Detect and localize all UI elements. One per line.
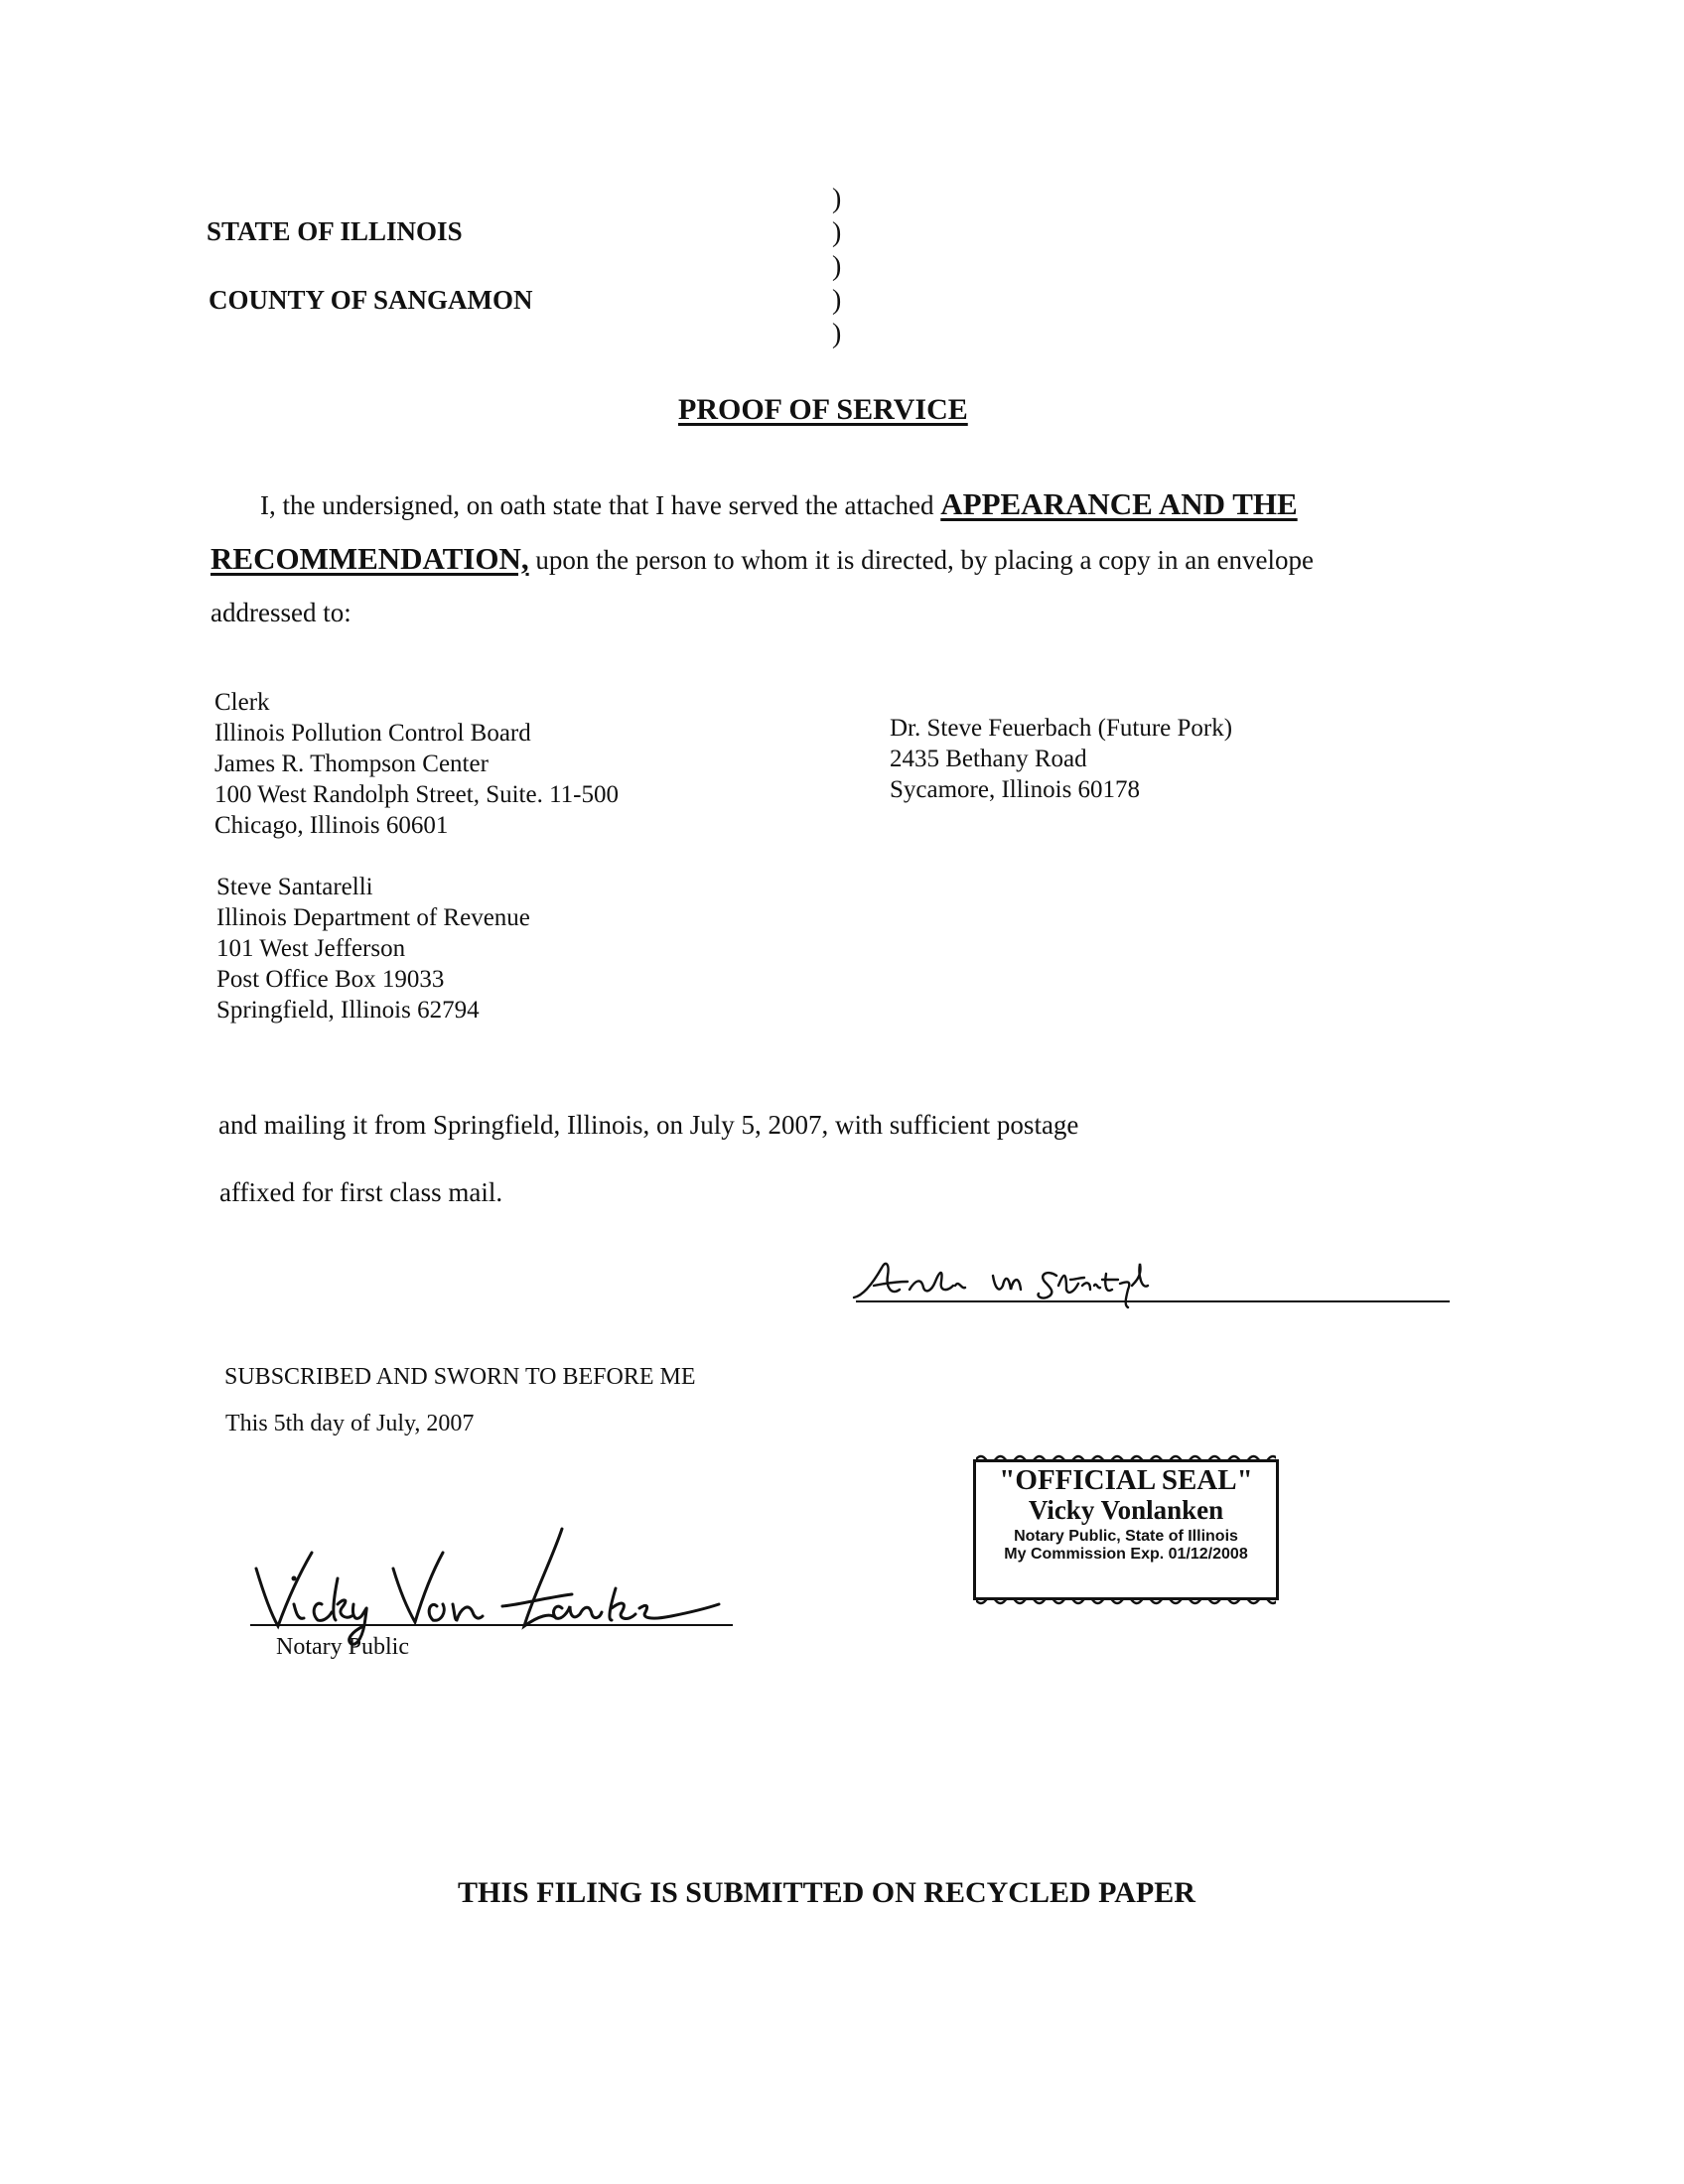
address-line: Illinois Department of Revenue <box>216 904 530 931</box>
affiant-signature <box>844 1246 1172 1315</box>
statement-line-3: addressed to: <box>210 598 351 627</box>
mailing-line-1: and mailing it from Springfield, Illinois, on July 5, 2007, with sufficient postage <box>218 1110 1079 1140</box>
address-line: Illinois Pollution Control Board <box>214 720 531 747</box>
paren: ) <box>832 217 842 248</box>
recipient-address-clerk <box>214 687 619 841</box>
address-line: Post Office Box 19033 <box>216 966 445 993</box>
address-line: Dr. Steve Feuerbach (Future Pork) <box>890 715 1233 742</box>
mailing-line-2: affixed for first class mail. <box>219 1177 503 1207</box>
statement-text: I, the undersigned, on oath state that I have served the attached <box>260 490 941 520</box>
recipient-address-feuerbach <box>890 713 1232 805</box>
address-line: 101 West Jefferson <box>216 935 406 962</box>
document-title: PROOF OF SERVICE <box>678 393 968 426</box>
paren: ) <box>832 251 842 282</box>
address-line: Sycamore, Illinois 60178 <box>890 776 1141 803</box>
seal-notary-name: Vicky Vonlanken <box>1028 1495 1224 1525</box>
jurat-line-2: This 5th day of July, 2007 <box>225 1411 475 1436</box>
jurat-line-1: SUBSCRIBED AND SWORN TO BEFORE ME <box>224 1364 696 1390</box>
statement-line-2 <box>210 541 1314 577</box>
paren: ) <box>832 285 842 316</box>
seal-border-bottom <box>976 1598 1276 1606</box>
statement-emphasis: APPEARANCE AND THE <box>940 486 1298 521</box>
statement-line-1 <box>260 486 1298 522</box>
seal-notary-state: Notary Public, State of Illinois <box>1014 1528 1238 1545</box>
notary-signature <box>234 1509 721 1653</box>
official-seal-stamp <box>973 1459 1279 1600</box>
paren: ) <box>832 319 842 349</box>
address-line: 2435 Bethany Road <box>890 746 1087 772</box>
paren: ) <box>832 184 842 214</box>
address-line: Clerk <box>214 689 270 716</box>
seal-commission-expiry: My Commission Exp. 01/12/2008 <box>1004 1546 1248 1563</box>
recycled-paper-footer: THIS FILING IS SUBMITTED ON RECYCLED PAPER <box>458 1876 1195 1909</box>
seal-border-top <box>976 1453 1276 1461</box>
address-line: Springfield, Illinois 62794 <box>216 997 480 1024</box>
address-line: James R. Thompson Center <box>214 751 489 777</box>
recipient-address-santarelli <box>216 872 530 1025</box>
statement-emphasis: RECOMMENDATION, <box>210 541 529 576</box>
caption-county: COUNTY OF SANGAMON <box>209 285 533 315</box>
caption-state: STATE OF ILLINOIS <box>207 216 463 246</box>
caption-parens <box>832 183 841 351</box>
address-line: 100 West Randolph Street, Suite. 11-500 <box>214 781 619 808</box>
notary-label: Notary Public <box>276 1634 409 1660</box>
seal-title: "OFFICIAL SEAL" <box>999 1464 1253 1496</box>
address-line: Chicago, Illinois 60601 <box>214 812 449 839</box>
notary-signature-line <box>250 1624 733 1626</box>
affiant-signature-line <box>856 1300 1450 1302</box>
statement-text: upon the person to whom it is directed, by placing a copy in an envelope <box>528 545 1314 575</box>
address-line: Steve Santarelli <box>216 874 373 900</box>
